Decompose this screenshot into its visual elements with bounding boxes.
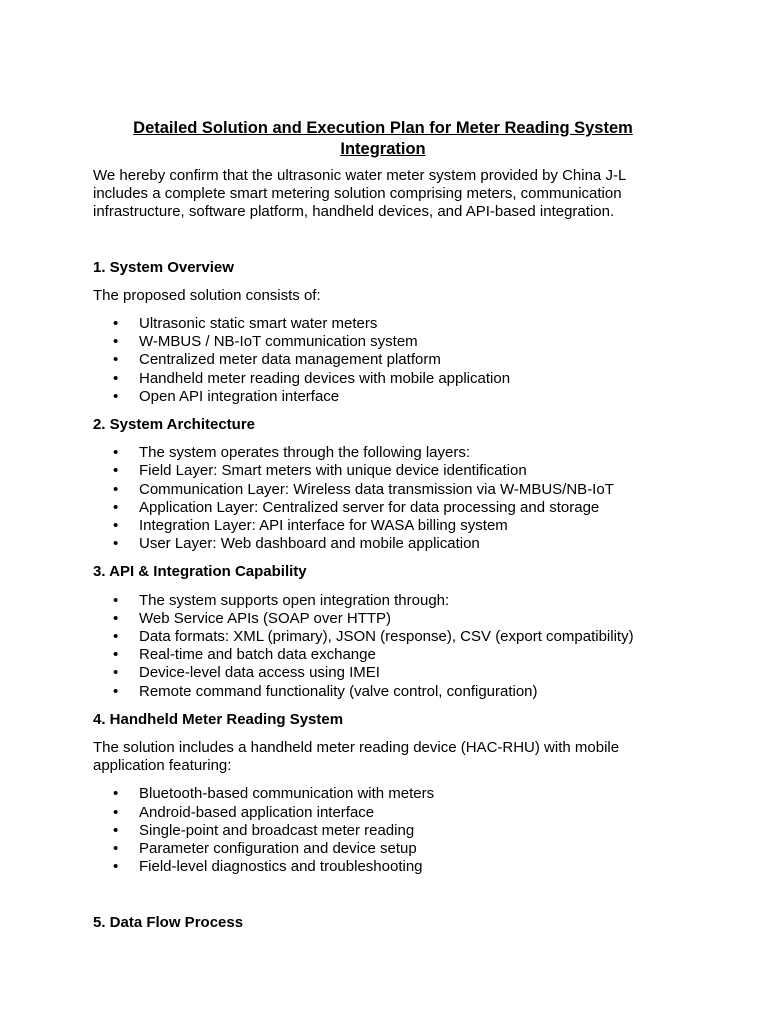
bullet-icon: • — [113, 351, 119, 369]
bullet-icon: • — [113, 517, 119, 535]
list-item-text: The system operates through the following layers: — [139, 444, 471, 462]
list-item — [93, 628, 673, 646]
list-item — [93, 444, 673, 462]
bullet-icon: • — [113, 480, 119, 498]
list-item — [93, 333, 673, 351]
list-item — [93, 840, 673, 858]
list-item — [93, 664, 673, 682]
list-item-text: Remote command functionality (valve control, configuration) — [139, 682, 538, 700]
section-heading-data-flow-process: 5. Data Flow Process — [93, 913, 244, 931]
bullet-icon: • — [113, 369, 119, 387]
list-item — [93, 592, 673, 610]
list-item — [93, 499, 673, 517]
list-item — [93, 804, 673, 822]
section-heading-handheld-meter-reading: 4. Handheld Meter Reading System — [93, 710, 344, 728]
list-item-text: Bluetooth-based communication with meters — [139, 785, 435, 803]
bullet-icon: • — [113, 646, 119, 664]
list-item — [93, 646, 673, 664]
bullet-icon: • — [113, 821, 119, 839]
section-heading-system-architecture: 2. System Architecture — [93, 416, 256, 434]
list-item-text: Application Layer: Centralized server for data processing and storage — [139, 498, 600, 516]
bullet-icon: • — [113, 535, 119, 553]
bullet-icon: • — [113, 444, 119, 462]
list-item-text: Android-based application interface — [139, 803, 375, 821]
bullet-icon: • — [113, 840, 119, 858]
bullet-icon: • — [113, 628, 119, 646]
list-item — [93, 683, 673, 701]
section-heading-system-overview: 1. System Overview — [93, 258, 234, 276]
bullet-list-api-integration — [93, 592, 673, 701]
list-item — [93, 517, 673, 535]
list-item-text: Device-level data access using IMEI — [139, 664, 380, 682]
section-paragraph-system-overview: The proposed solution consists of: — [93, 286, 321, 304]
bullet-icon: • — [113, 333, 119, 351]
list-item — [93, 822, 673, 840]
bullet-icon: • — [113, 498, 119, 516]
bullet-icon: • — [113, 315, 119, 333]
list-item — [93, 370, 673, 388]
list-item-text: Ultrasonic static smart water meters — [139, 315, 378, 333]
bullet-icon: • — [113, 858, 119, 876]
list-item — [93, 785, 673, 803]
list-item — [93, 858, 673, 876]
section-heading-api-integration: 3. API & Integration Capability — [93, 563, 307, 581]
bullet-icon: • — [113, 462, 119, 480]
bullet-icon: • — [113, 664, 119, 682]
list-item-text: Handheld meter reading devices with mobile application — [139, 369, 511, 387]
bullet-icon: • — [113, 803, 119, 821]
bullet-icon: • — [113, 591, 119, 609]
bullet-list-handheld-meter-reading — [93, 785, 673, 876]
bullet-icon: • — [113, 785, 119, 803]
list-item — [93, 315, 673, 333]
list-item-text: Field Layer: Smart meters with unique device identification — [139, 462, 527, 480]
list-item-text: Real-time and batch data exchange — [139, 646, 376, 664]
list-item — [93, 610, 673, 628]
section-paragraph-handheld-meter-reading: The solution includes a handheld meter reading device (HAC-RHU) with mobile application featuring: — [93, 739, 620, 775]
list-item-text: Parameter configuration and device setup — [139, 840, 417, 858]
intro-paragraph: We hereby confirm that the ultrasonic water meter system provided by China J-L includes a complete smart metering solution comprising meters, communication infrastructure, software platform, handheld devices, and API-based integration. — [93, 167, 626, 221]
list-item — [93, 481, 673, 499]
bullet-icon: • — [113, 387, 119, 405]
list-item — [93, 351, 673, 369]
list-item-text: The system supports open integration through: — [139, 591, 450, 609]
bullet-list-system-architecture — [93, 444, 673, 553]
list-item-text: Integration Layer: API interface for WASA billing system — [139, 517, 508, 535]
list-item-text: Communication Layer: Wireless data transmission via W-MBUS/NB-IoT — [139, 480, 614, 498]
bullet-list-system-overview — [93, 315, 673, 406]
list-item — [93, 462, 673, 480]
list-item-text: Data formats: XML (primary), JSON (response), CSV (export compatibility) — [139, 628, 634, 646]
list-item-text: Centralized meter data management platform — [139, 351, 441, 369]
document-title: Detailed Solution and Execution Plan for Meter Reading System Integration — [133, 119, 633, 158]
list-item — [93, 388, 673, 406]
bullet-icon: • — [113, 609, 119, 627]
list-item-text: Single-point and broadcast meter reading — [139, 821, 415, 839]
list-item-text: User Layer: Web dashboard and mobile application — [139, 535, 480, 553]
list-item-text: Open API integration interface — [139, 387, 340, 405]
bullet-icon: • — [113, 682, 119, 700]
document-body — [93, 118, 673, 932]
list-item-text: W-MBUS / NB-IoT communication system — [139, 333, 418, 351]
list-item-text: Field-level diagnostics and troubleshooting — [139, 858, 423, 876]
list-item-text: Web Service APIs (SOAP over HTTP) — [139, 609, 392, 627]
list-item — [93, 535, 673, 553]
